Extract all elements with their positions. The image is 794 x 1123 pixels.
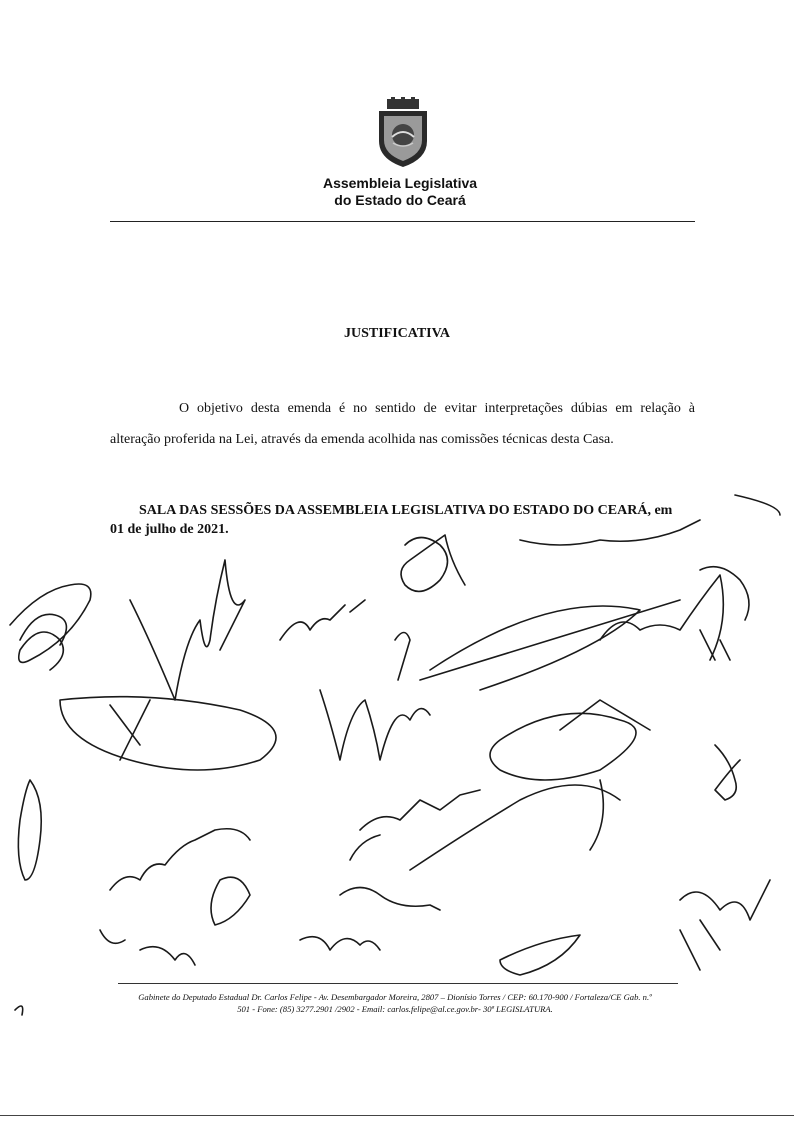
- session-statement: SALA DAS SESSÕES DA ASSEMBLEIA LEGISLATIVA DO ESTADO DO CEARÁ, em: [139, 503, 673, 518]
- state-crest-icon: [373, 97, 433, 169]
- document-heading: JUSTIFICATIVA: [343, 326, 451, 341]
- footer-contact: 501 - Fone: (85) 3277.2901 /2902 - Email: carlos.felipe@al.ce.gov.br- 30ª LEGISLATURA.: [237, 1004, 553, 1014]
- justification-paragraph-line2: alteração proferida na Lei, através da emenda acolhida nas comissões técnicas desta Casa.: [110, 432, 614, 447]
- header-divider: [110, 221, 695, 222]
- organization-name-line2: do Estado do Ceará: [334, 192, 466, 208]
- session-date: 01 de julho de 2021.: [110, 522, 229, 537]
- footer-divider: [118, 983, 678, 984]
- organization-name: Assembleia Legislativa: [322, 175, 478, 191]
- footer-address: Gabinete do Deputado Estadual Dr. Carlos Felipe - Av. Desembargador Moreira, 2807 – Dionísio Torres / CEP: 60.170-900 / Fortaleza/CE Gab. n.º: [138, 992, 652, 1002]
- page-bottom-edge: [0, 1115, 794, 1116]
- justification-paragraph-line1: O objetivo desta emenda é no sentido de evitar interpretações dúbias em relação à: [179, 401, 695, 416]
